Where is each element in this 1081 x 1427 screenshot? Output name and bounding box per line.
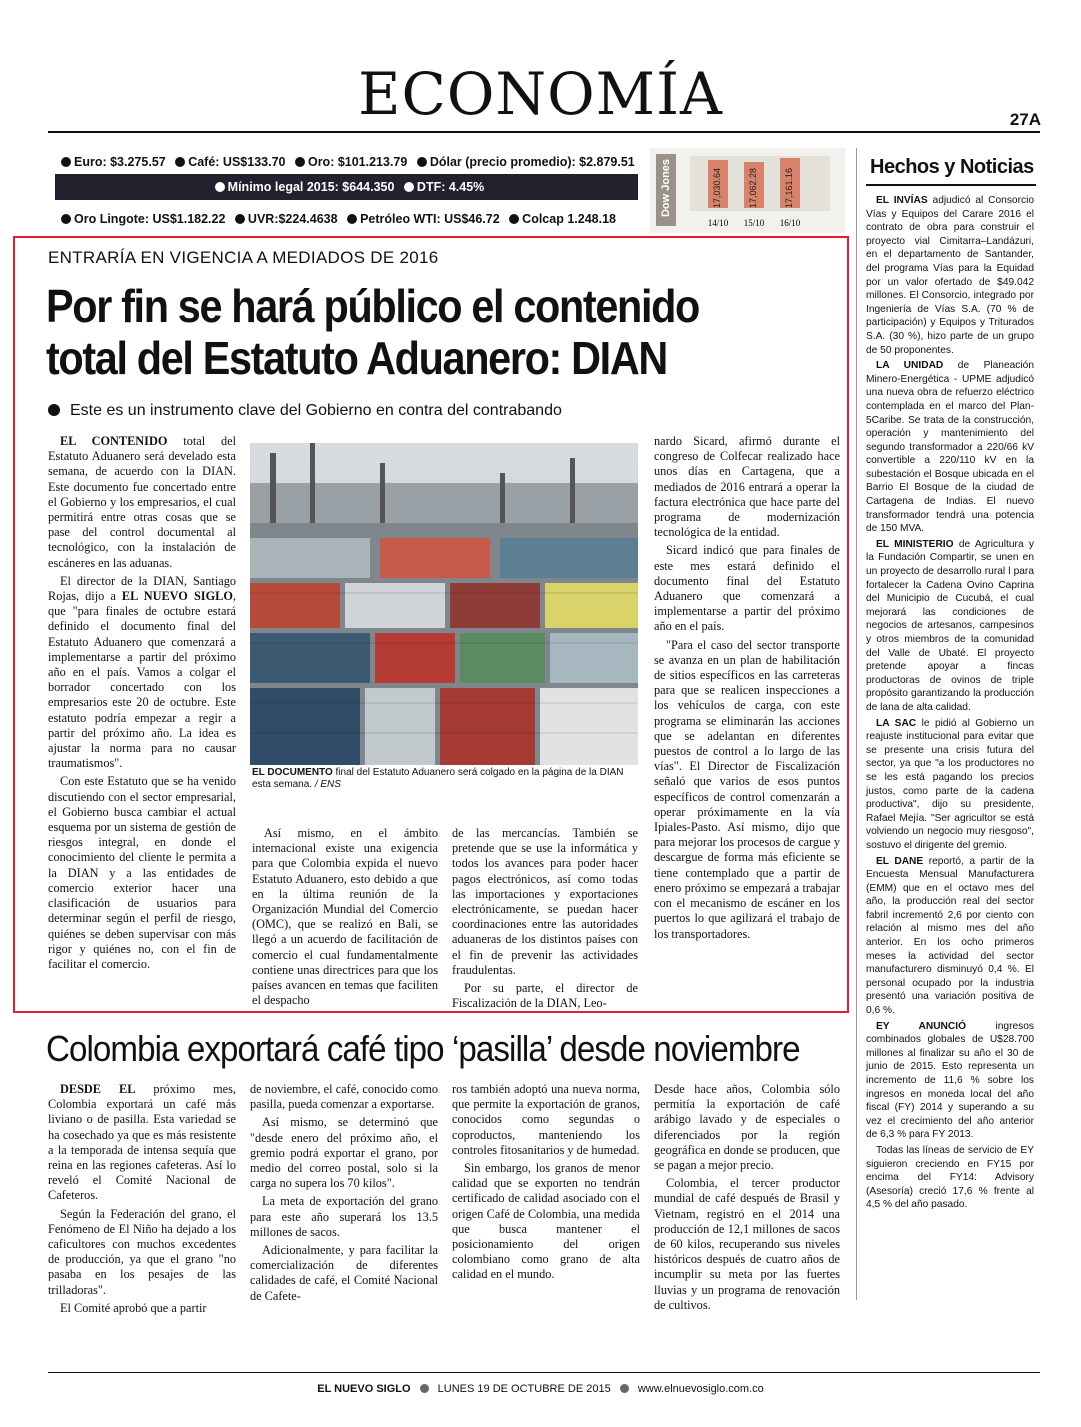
news-item: EL INVÍAS adjudicó al Consorcio Vías y Equipos del Carare 2016 el contrato de obra para construir el proyecto vial Cimitarra–Landázuri, en el departamento de Santander, del programa Vías para la Equidad por un valor ofertado de $49.042 millones. El Consorcio, integrado por Ingeniería de Vías S.A. (70 % de participación) y Equipos y Triturados S.A. (30 %), hizo parte de un grupo de 50 proponentes. [866, 195, 1034, 356]
news-item: EY ANUNCIÓ ingresos combinados globales de U$28.700 millones al finalizar su año el 30 de junio de 2015. Esto representa un incremento de 11,6 % sobre los ingresos en moneda local del año fiscal (FY) 2014 y superando a su vez el crecimiento del año anterior de 6,3 % para FY 2013. [866, 1020, 1034, 1141]
news-item: EL DANE reportó, a partir de la Encuesta Mensual Manufacturera (EMM) que en el octavo mes del año, la producción real del sector fabril incrementó 2,6 por ciento con relación al mismo mes del año anterior. En los ocho primeros meses la actividad del sector manufacturero disminuyó 0,4 %. El personal ocupado por la industria presentó una variación positiva de 0,6 %. [866, 855, 1035, 1017]
ticker-colcap: Colcap 1.248.18 [522, 212, 616, 226]
bullet-icon [420, 1384, 429, 1393]
photo-caption: EL DOCUMENTO final del Estatuto Aduanero será colgado en la página de la DIAN esta semana. / ENS [252, 767, 624, 790]
bullet-icon [48, 404, 60, 416]
ticker-minimo: Mínimo legal 2015: $644.350 [227, 180, 395, 194]
news-item: LA UNIDAD de Planeación Minero-Energética - UPME adjudicó una nueva obra de refuerzo eléctrico contemplada en el marco del Plan-5Caribe. Se trata de la construcción, operación y mantenimiento del segundo transformador a 220/66 kV convertible a 220/110 kV en la subestación el Bosque ubicada en el Barrio El Bosque de la ciudad de Cartagena de Indias. El nuevo transformador tendrá una potencia de 150 MVA. [866, 360, 1034, 535]
ticker-row-1 [55, 150, 638, 174]
bar-label-15-10: 17,062.28 [748, 167, 758, 209]
ticker-dolar: Dólar (precio promedio): $2.879.51 [429, 155, 635, 169]
date-16-10: 16/10 [779, 218, 801, 228]
ticker-cafe: Café: US$133.70 [188, 155, 286, 169]
bullet-icon [61, 214, 71, 224]
article-headline: Por fin se hará público el contenido total del Estatuto Aduanero: DIAN [46, 280, 700, 384]
bullet-icon [235, 214, 245, 224]
dow-jones-chart [680, 148, 845, 233]
bullet-icon [417, 157, 427, 167]
masthead-rule [48, 131, 1040, 133]
bar-label-16-10: 17,161.16 [784, 167, 794, 209]
article-photo [250, 443, 638, 765]
ticker-oro-lingote: Oro Lingote: US$1.182.22 [74, 212, 226, 226]
sidebar-title-rule [866, 184, 1036, 186]
bullet-icon [175, 157, 185, 167]
container-stacks [250, 523, 638, 765]
container-port-image [250, 443, 638, 765]
article-column-3: de las mercancías. También se pretende que se use la informática y todos los avances para poder hacer pagos electrónicos, así como todas las importaciones y exportaciones electrónicamente, se puedan hacer coordinaciones entre las autoridades aduaneras de los distintos países con el fin de prevenir las actividades fraudulentas. Por su parte, el director de Fiscalización de la DIAN, Leo- [452, 826, 638, 1011]
ticker-oro: Oro: $101.213.79 [307, 155, 408, 169]
article2-column-4: Desde hace años, Colombia sólo permitía la exportación de café arábigo lavado y de especiales o diferenciados por la región geográfica en donde se producen, que se pagan a mejor precio. Colombia, el tercer productor mundial de café después de Brasil y Vietnam, registró en el 2014 una producción de 12,1 millones de sacos de 60 kilos, recuperando sus niveles históricos después de cuatro años de incumplir su meta por las fuertes lluvias y un programa de renovación de cultivos. [654, 1082, 840, 1312]
bullet-icon [215, 182, 225, 192]
footer-rule [48, 1372, 1040, 1373]
article-kicker: ENTRARÍA EN VIGENCIA A MEDIADOS DE 2016 [48, 248, 439, 267]
bullet-icon [509, 214, 519, 224]
ticker-row-2 [55, 174, 638, 200]
sidebar-news [866, 194, 1034, 1214]
dow-jones-label: Dow Jones [656, 154, 676, 226]
article-deck: Este es un instrumento clave del Gobierno en contra del contrabando [48, 402, 562, 420]
bullet-icon [404, 182, 414, 192]
article-column-4: nardo Sicard, afirmó durante el congreso de Colfecar realizado hace unos días en Cartagena, que a mediados de 2016 entrará a operar la factura electrónica que hace parte del programa de modernización tecnológica de la entidad. Sicard indicó que para finales de este mes estará definido el documento final del Estatuto Aduanero que comenzará a implementarse a partir del próximo año en el país. "Para el caso del sector transporte se avanza en un plan de habilitación de sitios específicos en las carreteras para que se realicen inspecciones a los vehículos de carga, con este programa se eliminarán las acciones que se adelantan en diferentes puestos de control a lo largo de las vías". El Director de Fiscalización señaló que varios de esos puntos específicos de control comenzarán a operar próximamente en la vía Ipiales-Pasto. Así mismo, dijo que para mejorar los procesos de cargue y descargue de forma más eficiente se tiene contemplado que a partir de enero próximo se empezará a trabajar con el mecanismo de escáner en los puertos lo que agilizará el trabajo de los transportadores. [654, 434, 840, 941]
page-footer [0, 1383, 1081, 1395]
article2-column-1: DESDE EL próximo mes, Colombia exportará un café más liviano o de pasilla. Esta variedad se ha cosechado ya que es más resistente a la temporada de intensa sequía que reina en las regiones cafeteras. Así lo reveló el Comité Nacional de Cafeteros. Según la Federación del grano, el Fenómeno de El Niño ha dejado a los caficultores con muchos excedentes de producción, ya que el grano "no pasaba en los pesajes de las trilladoras". El Comité aprobó que a partir [48, 1082, 236, 1315]
bar-label-14-10: 17,030.64 [712, 167, 722, 209]
ticker-euro: Euro: $3.275.57 [74, 155, 166, 169]
date-15-10: 15/10 [743, 218, 765, 228]
article-column-2: Así mismo, en el ámbito internacional existe una exigencia para que Colombia expida el nuevo Estatuto Aduanero, esto debido a que en la última reunión de la Organización Mundial del Comercio (OMC), que se realizó en Bali, se llegó a un acuerdo de facilitación de comercio el cual fundamentalmente contiene unas directrices para que los países avancen en temas que faciliten el despacho [252, 826, 438, 1008]
ticker-row-3 [55, 207, 638, 231]
ticker-uvr: UVR:$224.4638 [247, 212, 338, 226]
news-item: Todas las líneas de servicio de EY siguieron creciendo en FY15 por encima del FY14: Advisory (Asesoría) creció 17,6 % frente al 4,5 % del año pasado. [866, 1144, 1034, 1211]
news-item: LA SAC le pidió al Gobierno un reajuste institucional para evitar que se presente una crisis futura del sector, ya que "a los productores no se les está pagando los precios justos, como parte de la cadena productiva", dijo su presidente, Rafael Mejía. "Ser agricultor se está volviendo un negocio muy riesgoso", sostuvo el dirigente del gremio. [866, 717, 1034, 851]
ticker-petroleo: Petróleo WTI: US$46.72 [360, 212, 500, 226]
dow-jones-widget [650, 148, 845, 233]
footer-date: LUNES 19 DE OCTUBRE DE 2015 [437, 1383, 611, 1395]
ticker-dtf: DTF: 4.45% [416, 180, 485, 194]
sidebar-title: Hechos y Noticias [870, 156, 1034, 178]
article-column-1: EL CONTENIDO total del Estatuto Aduanero será develado esta semana, de acuerdo con la DIAN. Este documento fue concertado entre el Gobierno y los empresarios, el cual permitirá entre otras cosas que se pase del control documental al tecnológico, con la instalación de escáneres en las aduanas. El director de la DIAN, Santiago Rojas, dijo a EL NUEVO SIGLO, que "para finales de octubre estará definido el documento final del Estatuto Aduanero que comenzará a implementarse a partir del próximo año en el país. Vamos a colgar el borrador concertado con los empresarios este 20 de octubre. Este estatuto podría empezar a regir a partir del próximo año. La idea es ajustar la norma para no causar traumatismos". Con este Estatuto que se ha venido discutiendo con el sector empresarial, el Gobierno busca cambiar el actual esquema por un sistema de gestión de riesgos integral, en donde el conocimiento del cliente le permita a la DIAN y a las entidades de comercio exterior hacer una clasificación de usuarios para determinar según el perfil de riesgo, quiénes se deben supervisar con más rigor y quiénes no, con el fin de facilitar el comercio. [48, 434, 237, 971]
article2-headline: Colombia exportará café tipo ‘pasilla’ desde noviembre [46, 1028, 800, 1069]
bullet-icon [295, 157, 305, 167]
footer-paper: EL NUEVO SIGLO [317, 1383, 411, 1395]
bullet-icon [620, 1384, 629, 1393]
news-item: EL MINISTERIO de Agricultura y la Fundación Compartir, se unen en un proyecto de desarrollo rural l para fortalecer la Cadena Ovino Caprina del Municipio de Cucubá, el cual mejorará las condiciones de negocios de artesanos, campesinos y otros miembros de la comunidad del Valle de Ubaté. El proyecto pretende apoyar a fincas productoras de ovinos de triple propósito garantizando la producción de lana de alta calidad. [866, 538, 1034, 713]
article2-column-2: de noviembre, el café, conocido como pasilla, pueda comenzar a exportarse. Así mismo, se determinó que "desde enero del próximo año, el gremio podrá exportar el grano, por medio del correo postal, solo si la carga no supera los 70 kilos". La meta de exportación del grano para este año superará los 13.5 millones de sacos. Adicionalmente, y para facilitar la comercialización de diferentes calidades de café, el Comité Nacional de Cafete- [250, 1082, 438, 1303]
page-number: 27A [1009, 110, 1041, 129]
section-masthead: ECONOMÍA [358, 60, 723, 128]
date-14-10: 14/10 [707, 218, 729, 228]
footer-url: www.elnuevosiglo.com.co [637, 1383, 764, 1395]
article2-column-3: ros también adoptó una nueva norma, que permite la exportación de granos, conocidos como segundas o coproductos, manteniendo los controles fitosanitarios y de humedad. Sin embargo, los granos de menor calidad que se exporten no tendrán certificado de calidad asociado con el origen Café de Colombia, una medida que busca mantener el posicionamiento del origen colombiano como grano de alta calidad en el mundo. [452, 1082, 640, 1282]
bullet-icon [347, 214, 357, 224]
sidebar-divider [856, 148, 857, 1300]
bullet-icon [61, 157, 71, 167]
